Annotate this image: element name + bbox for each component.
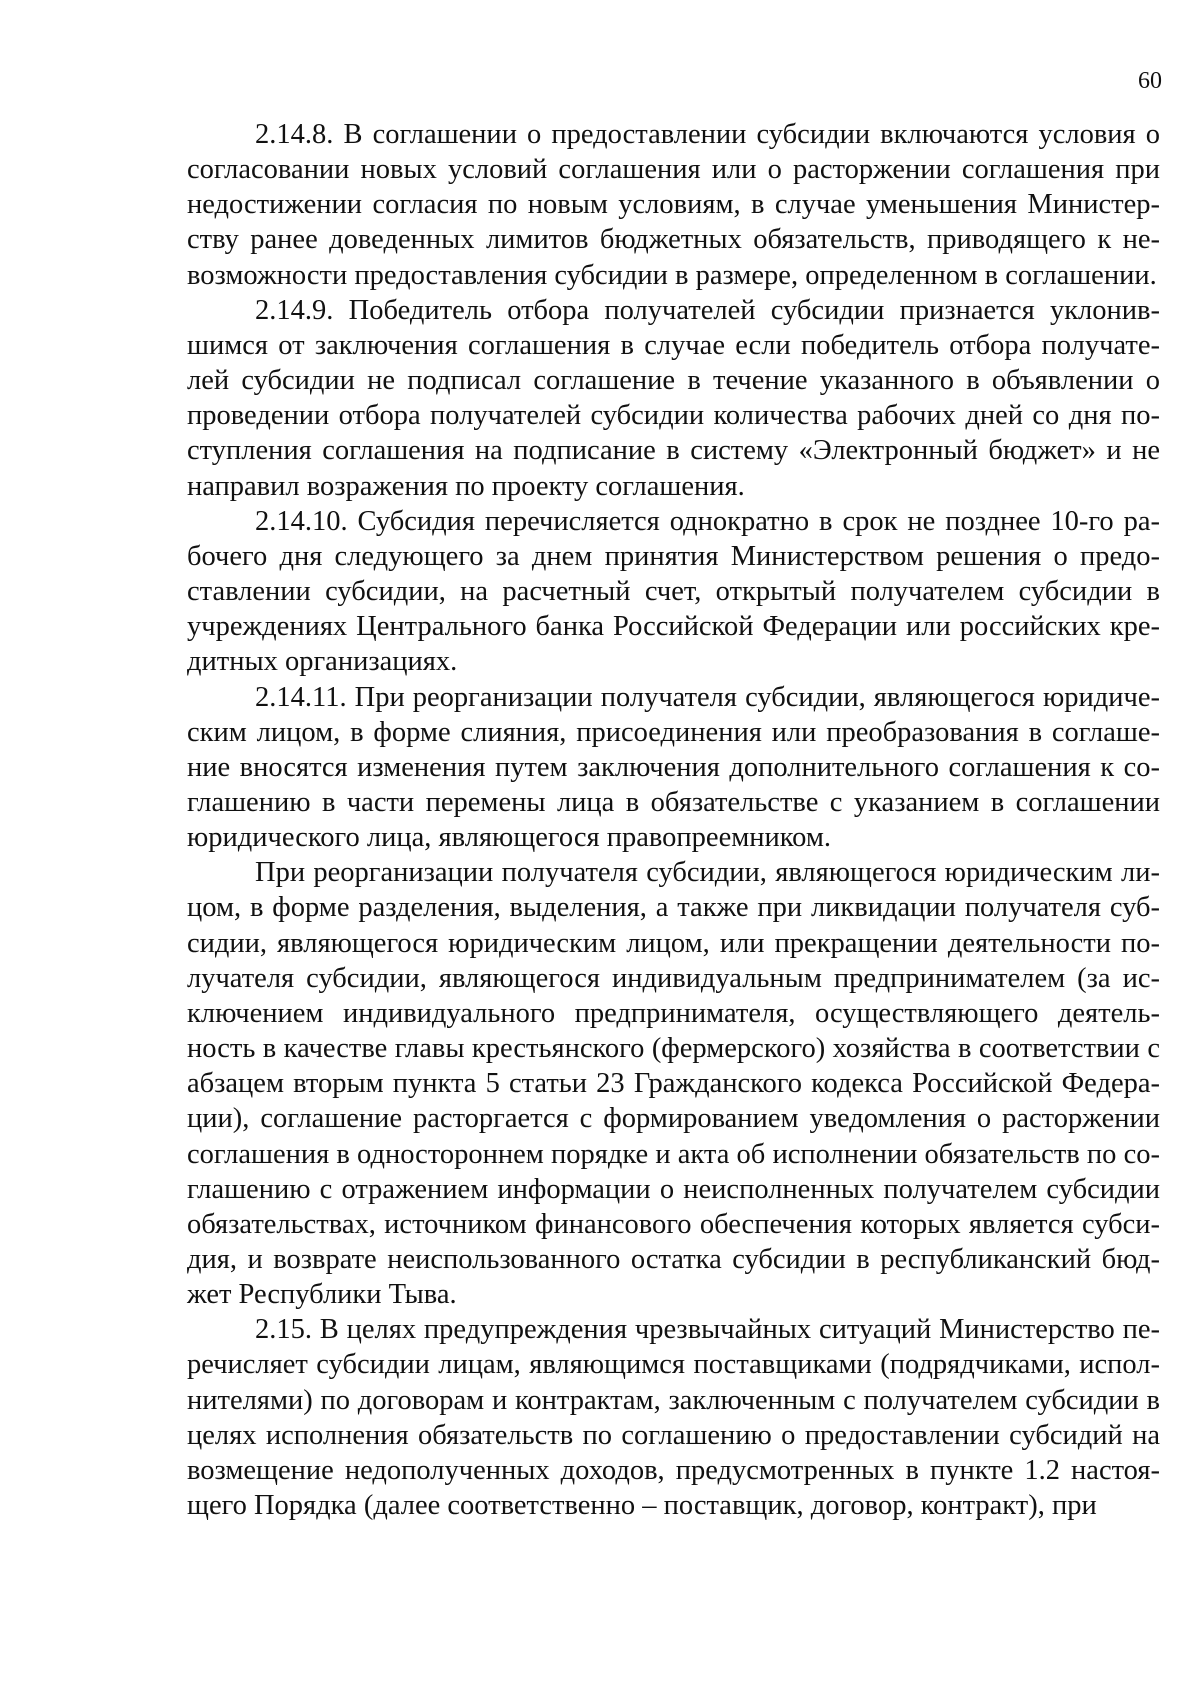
paragraph-2-14-11: 2.14.11. При реорганизации получателя субсидии, являющегося юридическим лицом, в форме слияния, присоединения или преобразования в соглашение вносятся изменения путем заключения дополнительного соглашения к соглашению в части перемены лица в обязательстве с указанием в соглашении юридического лица, являющегося правопреемником. xyxy=(187,681,1160,854)
paragraph-reorganization: При реорганизации получателя субсидии, являющегося юридическим лицом, в форме разделения, выделения, а также при ликвидации получателя субсидии, являющегося юридическим лицом, или прекращении деятельности получателя субсидии, являющегося индивидуальным предпринимателем (за исключением индивидуального предпринимателя, осуществляющего деятельность в качестве главы крестьянского (фермерского) хозяйства в соответствии с абзацем вторым пункта 5 статьи 23 Гражданского кодекса Российской Федерации), соглашение расторгается с формированием уведомления о расторжении соглашения в одностороннем порядке и акта об исполнении обязательств по соглашению с отражением информации о неисполненных получателем субсидии обязательствах, источником финансового обеспечения которых является субсидия, и возврате неиспользованного остатка субсидии в республиканский бюджет Республики Тыва. xyxy=(187,857,1160,1311)
paragraph-2-14-8: 2.14.8. В соглашении о предоставлении субсидии включаются условия о согласовании новых условий соглашения или о расторжении соглашения при недостижении согласия по новым условиям, в случае уменьшения Министерству ранее доведенных лимитов бюджетных обязательств, приводящего к невозможности предоставления субсидии в размере, определенном в соглашении. xyxy=(187,119,1160,291)
document-body xyxy=(187,117,1160,1523)
paragraph-2-15: 2.15. В целях предупреждения чрезвычайных ситуаций Министерство перечисляет субсидии лицам, являющимся поставщиками (подрядчиками, исполнителями) по договорам и контрактам, заключенным с получателем субсидии в целях исполнения обязательств по соглашению о предоставлении субсидий на возмещение недополученных доходов, предусмотренных в пункте 1.2 настоящего Порядка (далее соответственно – поставщик, договор, контракт), при xyxy=(187,1314,1160,1522)
page-number: 60 xyxy=(1138,68,1162,94)
paragraph-2-14-9: 2.14.9. Победитель отбора получателей субсидии признается уклонившимся от заключения соглашения в случае если победитель отбора получателей субсидии не подписал соглашение в течение указанного в объявлении о проведении отбора получателей субсидии количества рабочих дней со дня поступления соглашения на подписание в систему «Электронный бюджет» и не направил возражения по проекту соглашения. xyxy=(187,294,1160,502)
paragraph-2-14-10: 2.14.10. Субсидия перечисляется однократно в срок не позднее 10-го рабочего дня следующего за днем принятия Министерством решения о предоставлении субсидии, на расчетный счет, открытый получателем субсидии в учреждениях Центрального банка Российской Федерации или российских кредитных организациях. xyxy=(187,505,1160,678)
